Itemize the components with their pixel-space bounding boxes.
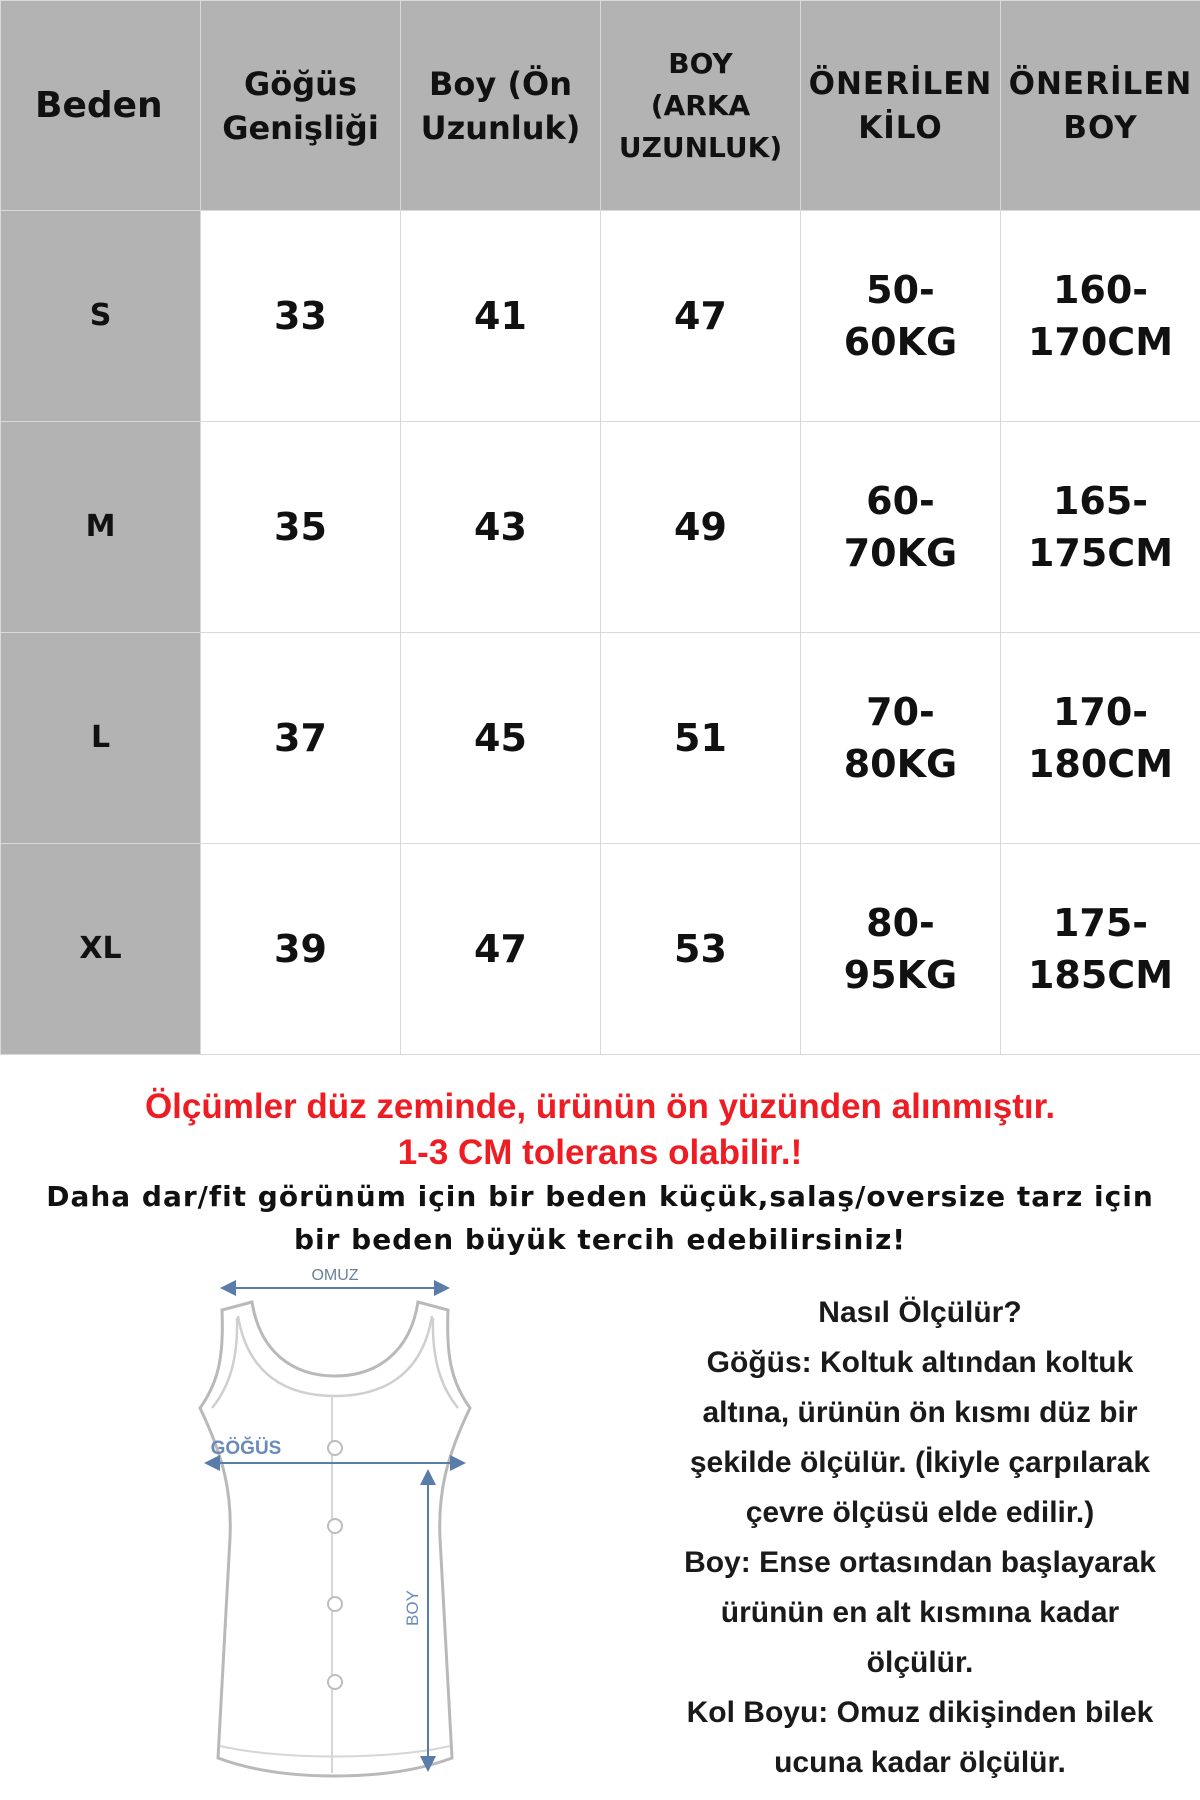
size-cell: M <box>1 422 201 633</box>
kilo-cell: 80- 95KG <box>801 844 1001 1055</box>
omuz-label: OMUZ <box>311 1267 359 1284</box>
size-cell: S <box>1 211 201 422</box>
header-boy-arka: BOY (ARKA UZUNLUK) <box>601 1 801 211</box>
how-to-line: Göğüs: Koltuk altından koltuk <box>706 1346 1134 1379</box>
how-to-line: ucuna kadar ölçülür. <box>774 1746 1066 1779</box>
kilo-cell: 70- 80KG <box>801 633 1001 844</box>
how-to-line: çevre ölçüsü elde edilir.) <box>745 1496 1095 1529</box>
how-to-line: ürünün en alt kısmına kadar <box>720 1596 1120 1629</box>
header-boy-on: Boy (Ön Uzunluk) <box>401 1 601 211</box>
front-length-cell: 41 <box>401 211 601 422</box>
front-length-cell: 43 <box>401 422 601 633</box>
size-cell: XL <box>1 844 201 1055</box>
header-beden: Beden <box>1 1 201 211</box>
gogus-label: GÖĞÜS <box>210 1438 282 1459</box>
tank-top-diagram <box>190 1258 490 1798</box>
table-row <box>1 422 1200 633</box>
how-to-line: Kol Boyu: Omuz dikişinden bilek <box>686 1696 1154 1729</box>
chest-cell: 37 <box>201 633 401 844</box>
tolerance-notice: 1-3 CM tolerans olabilir.! <box>397 1133 803 1172</box>
how-to-line: şekilde ölçülür. (İkiyle çarpılarak <box>689 1446 1151 1479</box>
button-1 <box>328 1441 342 1455</box>
kilo-cell: 50- 60KG <box>801 211 1001 422</box>
chest-cell: 39 <box>201 844 401 1055</box>
measurement-notice: Ölçümler düz zeminde, ürünün ön yüzünden alınmıştır. <box>144 1087 1056 1126</box>
how-to-measure <box>640 1288 1200 1788</box>
header-onerilen-kilo: ÖNERİLEN KİLO <box>801 1 1001 211</box>
chest-cell: 33 <box>201 211 401 422</box>
fit-tip-line-2: bir beden büyük tercih edebilirsiniz! <box>293 1223 907 1256</box>
button-2 <box>328 1519 342 1533</box>
back-length-cell: 49 <box>601 422 801 633</box>
table-row <box>1 211 1200 422</box>
fit-tip-line-1: Daha dar/fit görünüm için bir beden küçük,salaş/oversize tarz için <box>46 1180 1154 1213</box>
header-row <box>1 1 1200 211</box>
size-cell: L <box>1 633 201 844</box>
table-row <box>1 844 1200 1055</box>
chest-cell: 35 <box>201 422 401 633</box>
boy-cell: 165- 175CM <box>1001 422 1200 633</box>
tank-top-outline <box>200 1302 470 1776</box>
front-length-cell: 45 <box>401 633 601 844</box>
how-to-line: ölçülür. <box>866 1646 974 1679</box>
how-to-line: altına, ürünün ön kısmı düz bir <box>702 1396 1138 1429</box>
front-length-cell: 47 <box>401 844 601 1055</box>
header-onerilen-boy: ÖNERİLEN BOY <box>1001 1 1200 211</box>
header-gogus: Göğüs Genişliği <box>201 1 401 211</box>
kilo-cell: 60- 70KG <box>801 422 1001 633</box>
back-length-cell: 51 <box>601 633 801 844</box>
back-length-cell: 47 <box>601 211 801 422</box>
button-3 <box>328 1597 342 1611</box>
boy-label: BOY <box>403 1590 422 1626</box>
how-to-line: Boy: Ense ortasından başlayarak <box>684 1546 1156 1579</box>
button-4 <box>328 1675 342 1689</box>
boy-cell: 175- 185CM <box>1001 844 1200 1055</box>
boy-cell: 160- 170CM <box>1001 211 1200 422</box>
table-row <box>1 633 1200 844</box>
back-length-cell: 53 <box>601 844 801 1055</box>
how-to-title: Nasıl Ölçülür? <box>818 1296 1022 1329</box>
boy-cell: 170- 180CM <box>1001 633 1200 844</box>
